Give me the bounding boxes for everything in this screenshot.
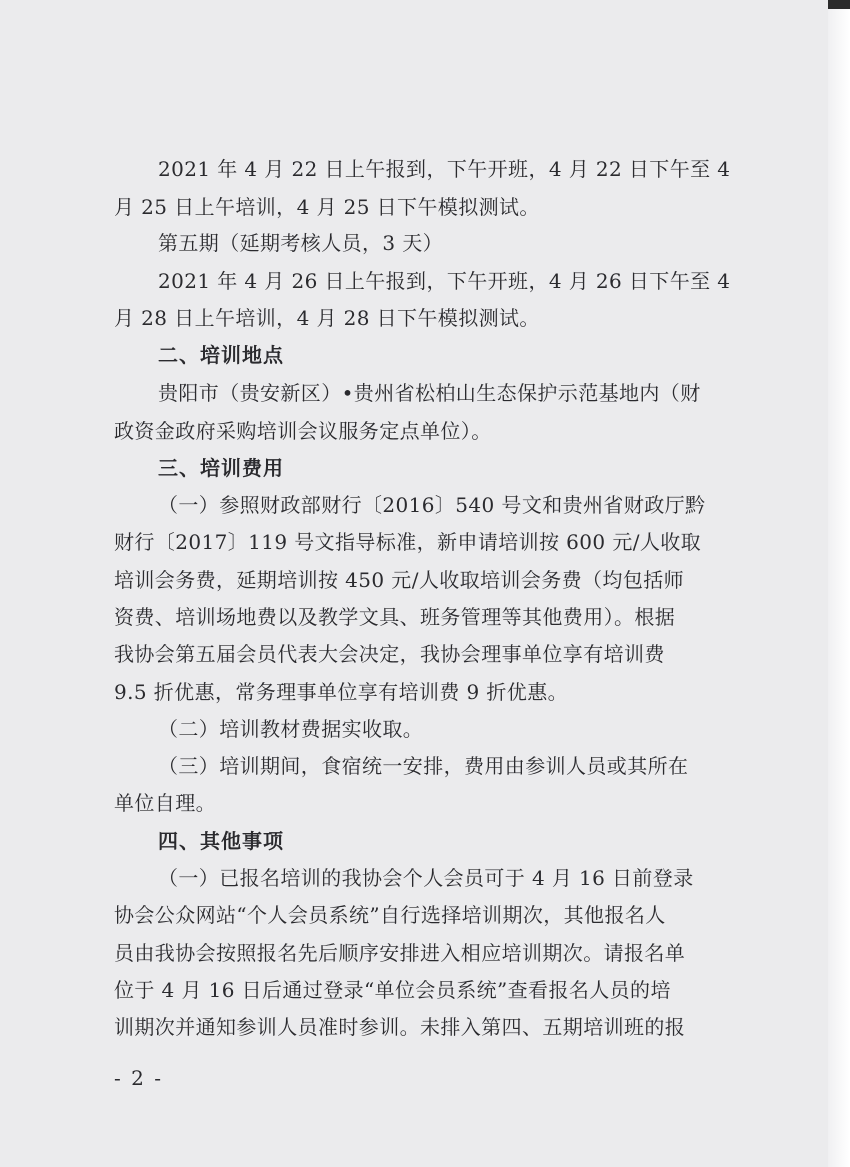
section-heading-location: 二、培训地点 [158,343,284,367]
text-line: 训期次并通知参训人员准时参训。未排入第四、五期培训班的报 [114,1015,686,1039]
text-line: （一）已报名培训的我协会个人会员可于 4 月 16 日前登录 [158,866,694,890]
text-line: 9.5 折优惠，常务理事单位享有培训费 9 折优惠。 [114,680,569,704]
text-line: 第五期（延期考核人员，3 天） [158,231,444,255]
text-line: 协会公众网站“个人会员系统”自行选择培训期次，其他报名人 [114,903,666,927]
text-line: （三）培训期间，食宿统一安排，费用由参训人员或其所在 [158,754,689,778]
text-line: （二）培训教材费据实收取。 [158,717,424,741]
text-line: 资费、培训场地费以及教学文具、班务管理等其他费用）。根据 [114,605,676,629]
text-line: 贵阳市（贵安新区）•贵州省松柏山生态保护示范基地内（财 [158,381,701,405]
text-line: （一）参照财政部财行〔2016〕540 号文和贵州省财政厅黔 [158,493,706,517]
text-line: 财行〔2017〕119 号文指导标准，新申请培训按 600 元/人收取 [114,530,702,554]
text-line: 培训会务费，延期培训按 450 元/人收取培训会务费（均包括师 [114,568,685,592]
scan-corner-mark [828,0,850,9]
section-heading-fees: 三、培训费用 [158,456,284,480]
text-line: 2021 年 4 月 26 日上午报到，下午开班，4 月 26 日下午至 4 [158,269,731,293]
text-line: 员由我协会按照报名先后顺序安排进入相应培训期次。请报名单 [114,941,686,965]
text-line: 2021 年 4 月 22 日上午报到，下午开班，4 月 22 日下午至 4 [158,157,731,181]
text-line: 月 28 日上午培训，4 月 28 日下午模拟测试。 [114,306,540,330]
section-heading-other: 四、其他事项 [158,829,284,853]
scan-edge [828,0,850,1167]
text-line: 单位自理。 [114,791,216,815]
text-line: 我协会第五届会员代表大会决定，我协会理事单位享有培训费 [114,642,665,666]
page-number: - 2 - [114,1066,163,1090]
text-line: 位于 4 月 16 日后通过登录“单位会员系统”查看报名人员的培 [114,978,671,1002]
text-line: 月 25 日上午培训，4 月 25 日下午模拟测试。 [114,195,540,219]
text-line: 政资金政府采购培训会议服务定点单位）。 [114,419,492,443]
